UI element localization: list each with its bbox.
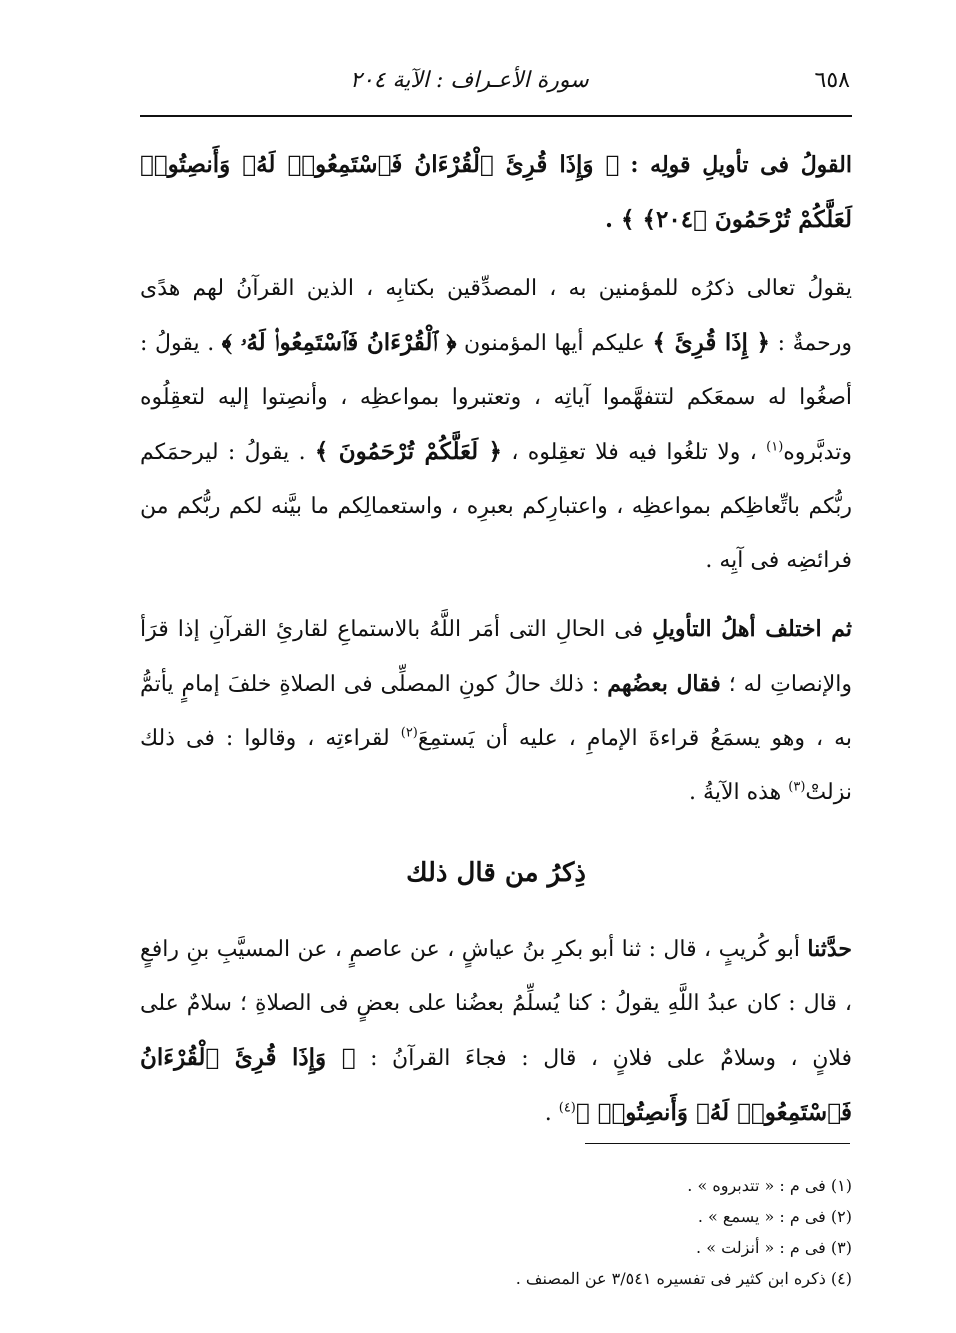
header-rule xyxy=(140,115,852,117)
paragraph-lead: القولُ فى تأويلِ قولِه : xyxy=(630,152,852,178)
text-run: : ذلك حالُ كونِ المصلِّى فى الصلاةِ خلفَ إمامٍ يأتمُّ به ، وهو يسمَعُ قراءةَ الإمامِ ، عليه أن يَستمِعَ xyxy=(140,672,852,751)
footnote-ref: (٢) xyxy=(400,725,418,741)
text-run: هذه الآيةُ . xyxy=(689,780,782,805)
text-run: . يقولُ : أصغُوا له سمعَكم لتتفهَّموا آياتِه ، وتعتبروا بمواعظِه ، وأنصِتوا إليه لتعقِلُوه وتدبَّروه xyxy=(140,331,852,465)
quran-verse: ﴿ إِذَا قُرِئَ ﴾ xyxy=(652,329,771,356)
footnotes xyxy=(140,1170,852,1294)
footnote-ref: (٣) xyxy=(788,779,806,795)
paragraph-4 xyxy=(140,922,852,1141)
paragraph-lead: حدَّثنا xyxy=(807,936,853,962)
paragraph-1 xyxy=(140,138,852,248)
text-run: . يقولُ : ليرحمَكم ربُّكم باتِّعاظِكم بمواعظِه ، واعتبارِكم بعبرِه ، واستعمالِكم ما بيَّنه لكم ربُّكم من فرائضِه فى آيِه . xyxy=(140,440,852,573)
footnote: (٣) فى م : « أنزلت » . xyxy=(696,1238,852,1257)
paragraph-3 xyxy=(140,602,852,820)
footnote: (١) فى م : « تتدبروه » . xyxy=(687,1176,852,1195)
paragraph-2 xyxy=(140,262,852,588)
main-text xyxy=(140,138,852,1155)
footnote-ref: (٤) xyxy=(558,1100,576,1116)
text-run: . xyxy=(544,1101,552,1126)
quran-verse: ﴿ ٱلْقُرْءَانُ فَٱسْتَمِعُوا۟ لَهُۥ ﴾ xyxy=(221,329,457,356)
quran-verse: ﴿ لَعَلَّكُمْ تُرْحَمُونَ ﴾ xyxy=(314,438,502,465)
footnote: (٢) فى م : « يسمع » . xyxy=(697,1207,852,1226)
running-header xyxy=(140,62,850,102)
page-number: ٦٥٨ xyxy=(814,68,850,93)
text-run: عليكم أيها المؤمنون xyxy=(464,331,645,356)
paragraph-lead: ثم اختلف أهلُ التأويلِ xyxy=(652,616,852,642)
section-heading: ذِكرُ من قال ذلك xyxy=(406,858,586,888)
quran-verse: ﴿ وَإِذَا قُرِئَ ٱلْقُرْءَانُ فَٱسْتَمِعُوا۟ لَهُۥ وَأَنصِتُوا۟ لَعَلَّكُمْ تُرْحَمُونَ ﴿٢٠٤﴾ ﴾ . xyxy=(140,151,852,233)
footnote-ref: (١) xyxy=(766,439,784,455)
bold-phrase: فقال بعضُهم xyxy=(607,671,721,697)
text-run: ، ولا تلغُوا فيه فلا تعقِلوه ، xyxy=(511,440,757,465)
text-run: لقراءتِه ، وقالوا : فى ذلك نزلتْ xyxy=(140,726,852,805)
sura-title: سورة الأعـراف : الآية ٢٠٤ xyxy=(350,68,589,93)
text-run: يقولُ تعالى ذكرُه للمؤمنين به ، المصدِّقين بكتابِه ، الذين القرآنُ لهم هدًى ورحمةٌ : xyxy=(140,276,852,356)
text-run: أبو كُريبٍ ، قال : ثنا أبو بكرِ بنُ عياشٍ ، عن عاصمٍ ، عن المسيَّبِ بنِ رافعٍ ، قال : كان عبدُ اللَّهِ يقولُ : كنا يُسلِّمُ بعضُنا على بعضٍ فى الصلاةِ ؛ سلامٌ على فلانٍ ، وسلامٌ على فلانٍ ، قال : فجاءَ القرآنُ : xyxy=(140,937,852,1071)
footnote: (٤) ذكره ابن كثير فى تفسيره ٣/٥٤١ عن المصنف . xyxy=(515,1269,852,1288)
text-run: فى الحالِ التى أمَر اللَّهُ بالاستماعِ لقارئِ القرآنِ إذا قرَأ والإنصاتِ له ؛ xyxy=(140,617,853,697)
footnote-rule xyxy=(585,1143,850,1144)
quran-verse: ﴿ وَإِذَا قُرِئَ ٱلْقُرْءَانُ فَٱسْتَمِعُوا۟ لَهُۥ وَأَنصِتُوا۟ ﴾ xyxy=(140,1044,852,1126)
